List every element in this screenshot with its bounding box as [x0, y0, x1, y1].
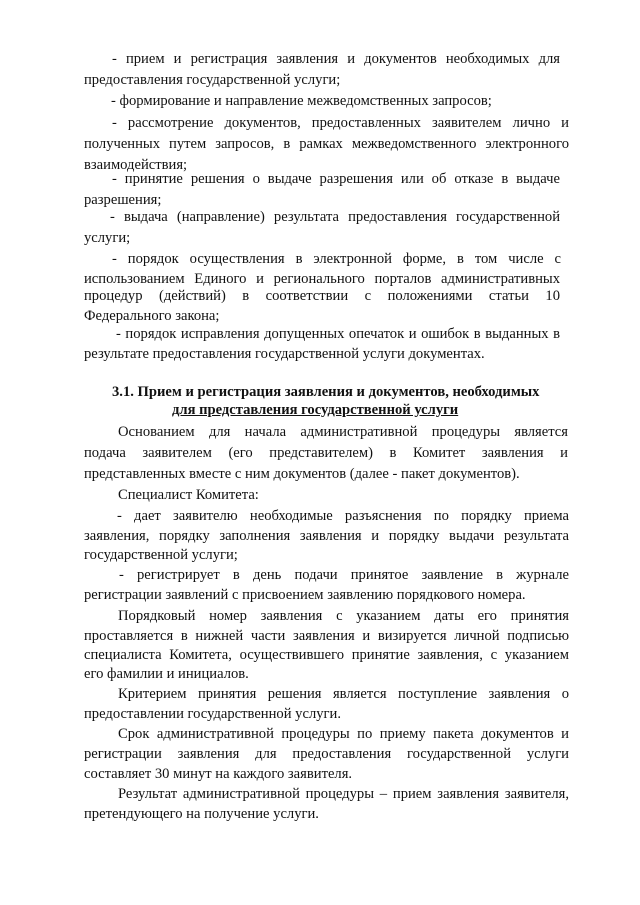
text-line: государственной услуги;	[84, 547, 238, 563]
text-line: Федерального закона;	[84, 308, 220, 324]
text-line: - принятие решения о выдаче разрешения или об отказе в выдаче	[112, 171, 560, 187]
text-line: - рассмотрение документов, предоставленных заявителем лично и	[112, 115, 569, 131]
text-line: - прием и регистрация заявления и документов необходимых для	[112, 51, 560, 67]
text-line: Срок административной процедуры по приему пакета документов и	[118, 726, 569, 742]
text-line: - порядок исправления допущенных опечаток и ошибок в выданных в	[116, 326, 560, 342]
text-line: предоставлении государственной услуги.	[84, 706, 341, 722]
text-line: Специалист Комитета:	[118, 487, 259, 503]
text-line: заявления, порядку заполнения заявления и порядку выдачи результата	[84, 528, 569, 544]
text-line: использованием Единого и регионального порталов административных	[84, 271, 560, 287]
text-line: услуги;	[84, 230, 131, 246]
text-line: представленных вместе с ним документов (далее - пакет документов).	[84, 466, 520, 482]
text-line: составляет 30 минут на каждого заявителя.	[84, 766, 353, 782]
section-heading: 3.1. Прием и регистрация заявления и документов, необходимых	[112, 384, 540, 400]
text-line: подача заявителем (его представителем) в Комитет заявления и	[84, 445, 568, 461]
text-line: предоставления государственной услуги;	[84, 72, 341, 88]
text-line: полученных путем запросов, в рамках межведомственного электронного	[84, 136, 569, 152]
text-line: разрешения;	[84, 192, 162, 208]
text-line: - формирование и направление межведомственных запросов;	[111, 93, 492, 109]
text-line: процедур (действий) в соответствии с положениями статьи 10	[84, 288, 560, 304]
text-line: регистрации заявлений с присвоением заявлению порядкового номера.	[84, 587, 526, 603]
section-heading: для представления государственной услуги	[172, 402, 459, 418]
text-line: Критерием принятия решения является поступление заявления о	[118, 686, 569, 702]
text-line: специалиста Комитета, осуществившего принятие заявления, с указанием	[84, 647, 569, 663]
text-line: - порядок осуществления в электронной форме, в том числе с	[112, 251, 561, 267]
text-line: - регистрирует в день подачи принятое заявление в журнале	[119, 567, 569, 583]
text-line: претендующего на получение услуги.	[84, 806, 319, 822]
text-line: результате предоставления государственной услуги документах.	[84, 346, 485, 362]
text-line: регистрации заявления для предоставления государственной услуги	[84, 746, 569, 762]
text-line: Основанием для начала административной процедуры является	[118, 424, 568, 440]
text-line: - дает заявителю необходимые разъяснения по порядку приема	[117, 508, 569, 524]
text-line: взаимодействия;	[84, 157, 188, 173]
text-line: его фамилии и инициалов.	[84, 666, 249, 682]
text-line: проставляется в нижней части заявления и визируется личной подписью	[84, 628, 569, 644]
text-line: - выдача (направление) результата предоставления государственной	[110, 209, 560, 225]
text-line: Порядковый номер заявления с указанием даты его принятия	[118, 608, 569, 624]
text-line: Результат административной процедуры – прием заявления заявителя,	[118, 786, 569, 802]
